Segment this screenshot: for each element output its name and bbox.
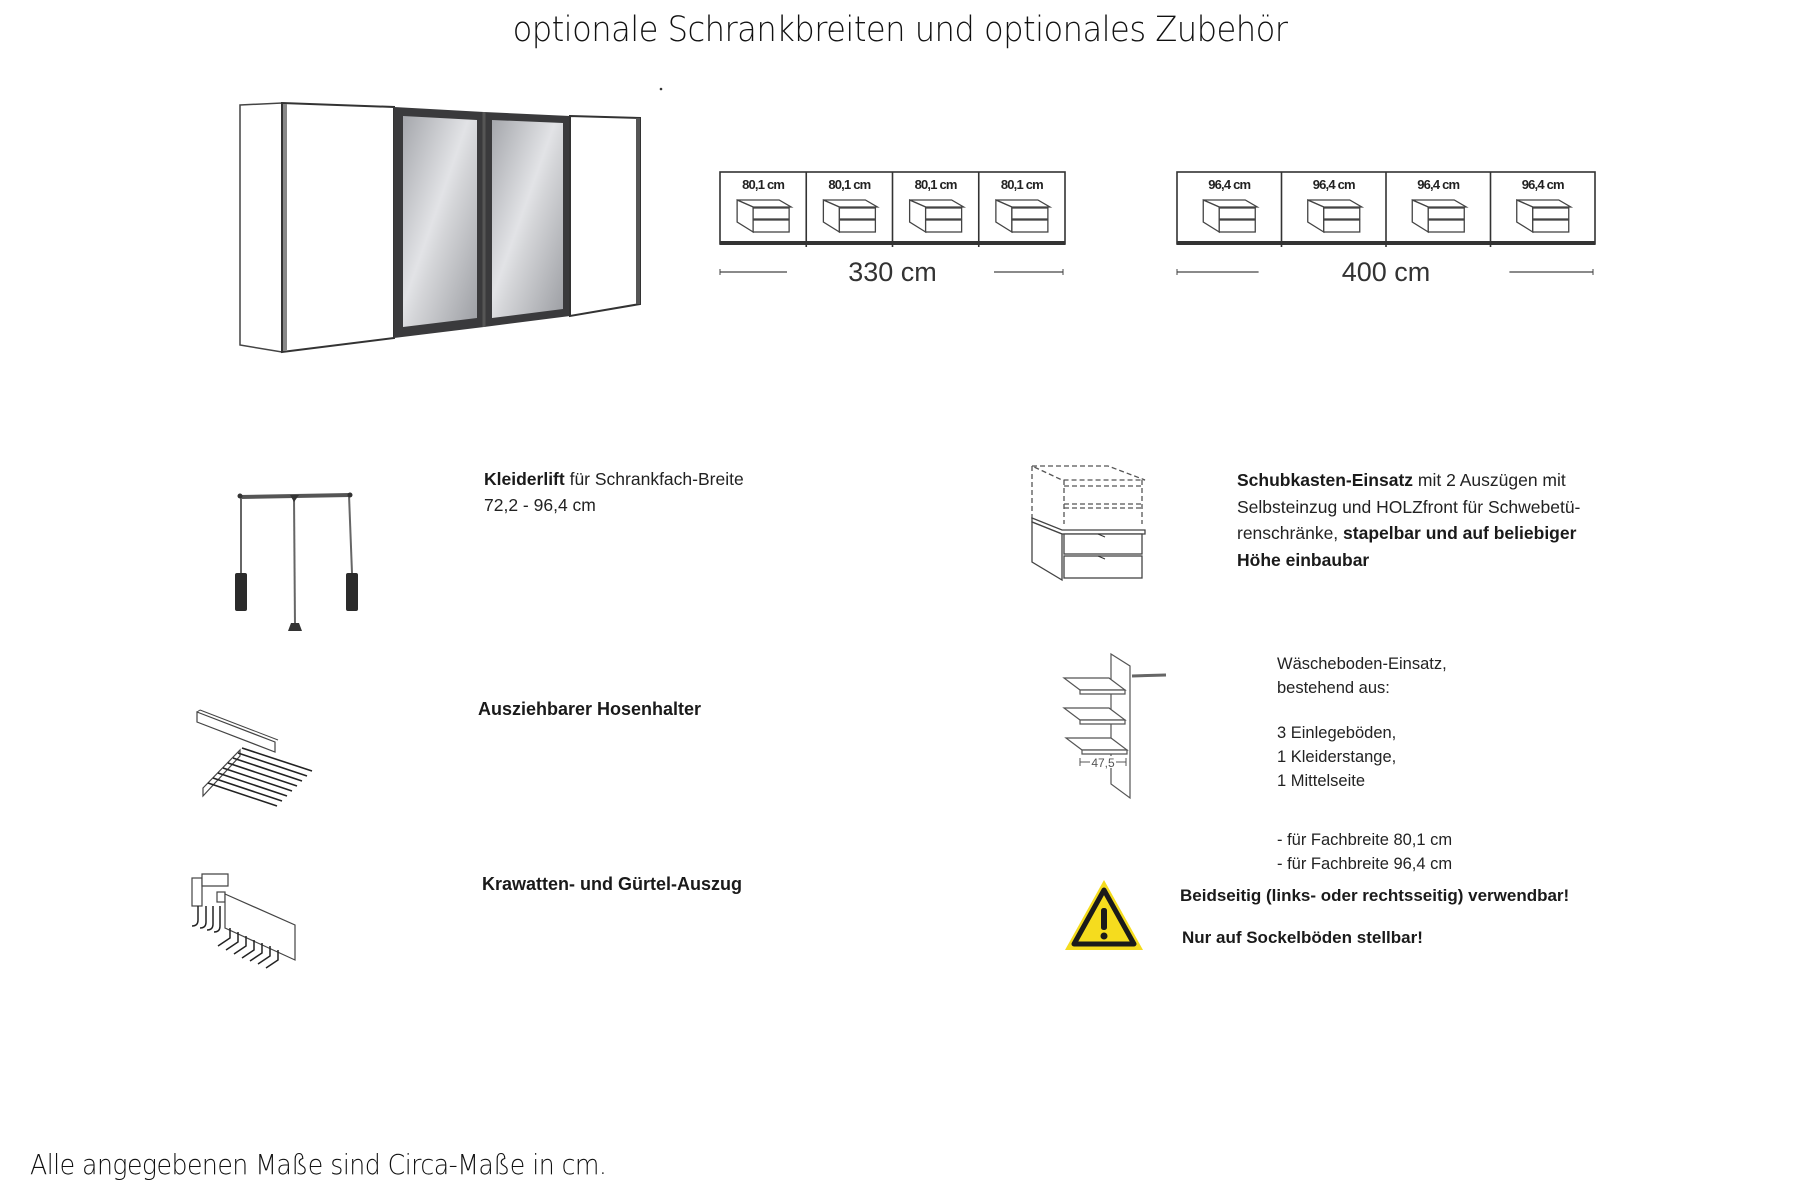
wardrobe-door-white-left bbox=[282, 103, 394, 352]
schubkasten-icon bbox=[1030, 462, 1160, 582]
cell-width-label: 96,4 cm bbox=[1312, 177, 1355, 192]
cell-width-label: 80,1 cm bbox=[828, 177, 871, 192]
drawer-icon bbox=[737, 200, 791, 232]
waescheboden-item: 1 Kleiderstange, bbox=[1277, 748, 1397, 766]
hosenhalter-label: Ausziehbarer Hosenhalter bbox=[478, 699, 702, 719]
waescheboden-description bbox=[1277, 652, 1452, 876]
cell-width-label: 80,1 cm bbox=[914, 177, 957, 192]
wardrobe-illustration bbox=[230, 80, 690, 370]
drawer-icon bbox=[1203, 200, 1257, 232]
waescheboden-icon bbox=[1062, 652, 1192, 812]
total-width-label: 400 cm bbox=[1341, 257, 1431, 287]
hosenhalter-icon bbox=[195, 700, 335, 810]
waescheboden-dimension-label: 47,5 bbox=[1091, 756, 1115, 770]
page-title: optionale Schrankbreiten und optionales Zubehör bbox=[512, 10, 1288, 50]
waescheboden-subtitle: bestehend aus: bbox=[1277, 679, 1390, 697]
cell-width-label: 96,4 cm bbox=[1521, 177, 1564, 192]
footer-note: Alle angegebenen Maße sind Circa-Maße in cm. bbox=[30, 1148, 607, 1181]
kleiderlift-title: Kleiderlift bbox=[484, 469, 565, 489]
wardrobe-side-panel bbox=[240, 103, 282, 352]
drawer-icon bbox=[1308, 200, 1362, 232]
waescheboden-item: 1 Mittelseite bbox=[1277, 772, 1366, 790]
krawatten-icon bbox=[190, 870, 330, 970]
schubkasten-description bbox=[1237, 467, 1580, 573]
waescheboden-item: 3 Einlegeböden, bbox=[1277, 724, 1397, 742]
waescheboden-width: - für Fachbreite 96,4 cm bbox=[1277, 855, 1453, 873]
warning-icon bbox=[1063, 878, 1145, 952]
drawer-icon bbox=[910, 200, 964, 232]
krawatten-label: Krawatten- und Gürtel-Auszug bbox=[482, 874, 742, 894]
drawer-icon bbox=[1517, 200, 1571, 232]
schubkasten-title: Schubkasten-Einsatz bbox=[1237, 470, 1414, 490]
schubkasten-bold-3: stapelbar und auf beliebiger bbox=[1343, 523, 1577, 543]
width-option-400 bbox=[1175, 168, 1600, 293]
kleiderlift-text: für Schrankfach-Breite bbox=[564, 469, 744, 489]
cell-width-label: 80,1 cm bbox=[742, 177, 785, 192]
drawer-icon bbox=[1412, 200, 1466, 232]
schubkasten-text-1: mit 2 Auszügen mit bbox=[1413, 470, 1566, 490]
kleiderlift-icon bbox=[228, 485, 368, 635]
width-option-330 bbox=[718, 168, 1078, 293]
schubkasten-bold-4: Höhe einbaubar bbox=[1237, 549, 1370, 570]
waescheboden-width: - für Fachbreite 80,1 cm bbox=[1277, 831, 1453, 849]
waescheboden-title: Wäscheboden-Einsatz, bbox=[1277, 655, 1447, 673]
warning-text-base: Nur auf Sockelböden stellbar! bbox=[1182, 928, 1423, 947]
total-width-label: 330 cm bbox=[848, 257, 937, 287]
schubkasten-text-2: Selbsteinzug und HOLZfront für Schwebetü- bbox=[1237, 496, 1581, 517]
cell-width-label: 80,1 cm bbox=[1000, 177, 1043, 192]
wardrobe-door-white-right bbox=[570, 116, 640, 316]
drawer-icon bbox=[823, 200, 877, 232]
drawer-icon bbox=[996, 200, 1050, 232]
cell-width-label: 96,4 cm bbox=[1417, 177, 1460, 192]
cell-width-label: 96,4 cm bbox=[1208, 177, 1251, 192]
warning-text-bidirectional: Beidseitig (links- oder rechtsseitig) verwendbar! bbox=[1180, 886, 1570, 905]
schubkasten-text-3: renschränke, bbox=[1237, 523, 1344, 543]
kleiderlift-description bbox=[484, 466, 744, 518]
kleiderlift-width-range: 72,2 - 96,4 cm bbox=[484, 495, 596, 515]
